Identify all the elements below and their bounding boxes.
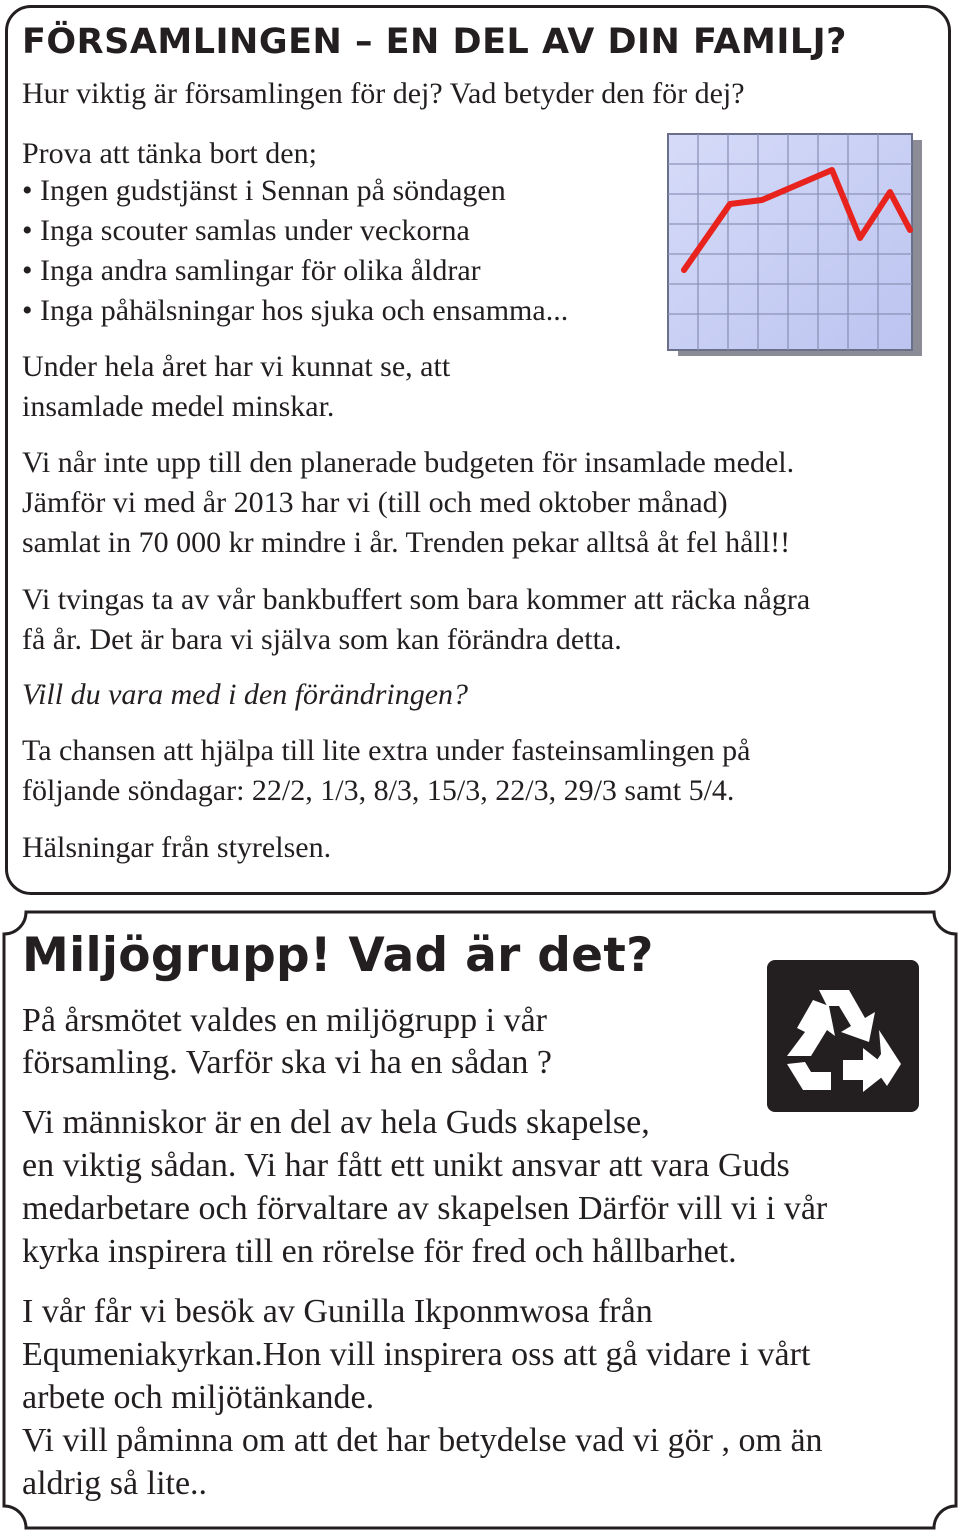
paragraph-line: följande söndagar: 22/2, 1/3, 8/3, 15/3, 22/3, 29/3 samt 5/4. [22,774,735,807]
bullet-item: • Inga påhälsningar hos sjuka och ensamma... [22,294,569,327]
paragraph-line: en viktig sådan. Vi har fått ett unikt ansvar att vara Guds [22,1147,790,1184]
paragraph-line: Vi vill påminna om att det har betydelse vad vi gör , om än [22,1422,823,1459]
paragraph-line: Vi når inte upp till den planerade budgeten för insamlade medel. [22,446,795,479]
paragraph-line: Vi tvingas ta av vår bankbuffert som bara kommer att räcka några [22,583,811,616]
intro-prompt: Prova att tänka bort den; [22,137,317,170]
recycle-icon [767,960,919,1112]
line-chart-icon [664,130,926,362]
paragraph-line: Under hela året har vi kunnat se, att [22,350,451,383]
paragraph-line: aldrig så lite.. [22,1465,208,1502]
paragraph-line: församling. Varför ska vi ha en sådan ? [22,1044,552,1081]
paragraph-line: arbete och miljötänkande. [22,1379,375,1416]
paragraph-line: På årsmötet valdes en miljögrupp i vår [22,1002,547,1039]
environment-group-title: Miljögrupp! Vad är det? [22,928,654,983]
bullet-item: • Inga scouter samlas under veckorna [22,214,470,247]
paragraph-line: samlat in 70 000 kr mindre i år. Trenden pekar alltså åt fel håll!! [22,526,791,559]
paragraph-line: Jämför vi med år 2013 har vi (till och med oktober månad) [22,486,728,519]
paragraph-line: Equmeniakyrkan.Hon vill inspirera oss att gå vidare i vårt [22,1336,811,1373]
paragraph-line: I vår får vi besök av Gunilla Ikponmwosa från [22,1293,653,1330]
signature-line: Hälsningar från styrelsen. [22,831,332,864]
paragraph-line: insamlade medel minskar. [22,390,335,423]
call-to-action-question: Vill du vara med i den förändringen? [22,678,469,711]
bullet-item: • Ingen gudstjänst i Sennan på söndagen [22,174,506,207]
bullet-item: • Inga andra samlingar för olika åldrar [22,254,481,287]
paragraph-line: Ta chansen att hjälpa till lite extra under fasteinsamlingen på [22,734,751,767]
parish-article-title: FÖRSAMLINGEN – EN DEL AV DIN FAMILJ? [22,22,847,62]
paragraph-line: få år. Det är bara vi själva som kan förändra detta. [22,623,622,656]
paragraph-line: Vi människor är en del av hela Guds skapelse, [22,1104,650,1141]
paragraph-line: kyrka inspirera till en rörelse för fred och hållbarhet. [22,1233,737,1270]
paragraph-line: medarbetare och förvaltare av skapelsen Därför vill vi i vår [22,1190,828,1227]
intro-question: Hur viktig är församlingen för dej? Vad betyder den för dej? [22,77,745,110]
